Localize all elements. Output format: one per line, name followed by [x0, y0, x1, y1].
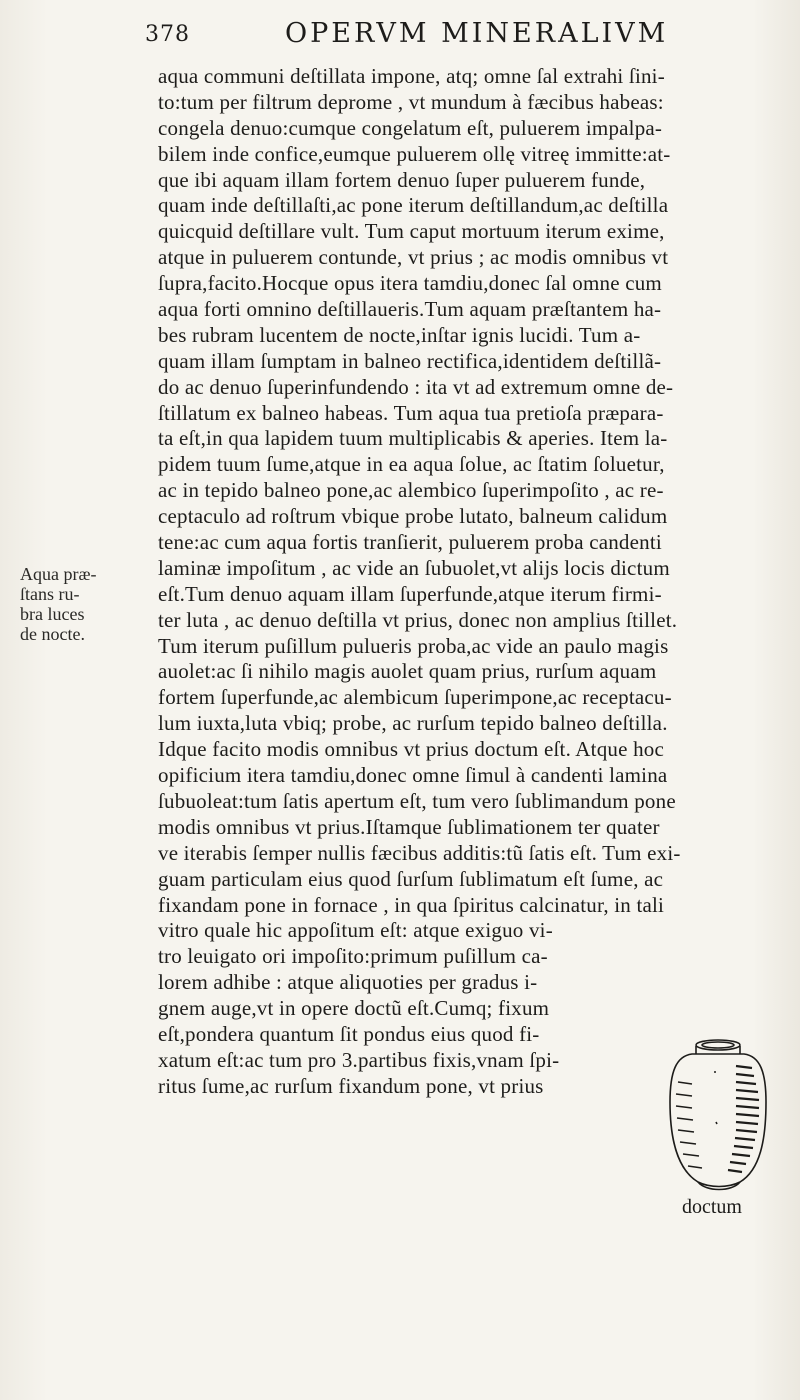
fixing-vessel-icon [662, 1032, 772, 1192]
text-line: ta eſt,in qua lapidem tuum multiplicabis & aperies. Item la- [158, 426, 668, 451]
text-line: quam illam ſumptam in balneo rectifica,identidem deſtillã- [158, 348, 662, 373]
text-line: congela denuo:cumque congelatum eſt, puluerem impalpa- [158, 115, 663, 140]
margin-note-line: Aqua præ- [20, 564, 97, 584]
text-line: auolet:ac ſi nihilo magis auolet quam prius, rurſum aquam [158, 659, 657, 684]
text-line: laminæ impoſitum , ac vide an ſubuolet,vt alijs locis dictum [158, 555, 670, 580]
text-line: ſupra,facito.Hocque opus itera tamdiu,donec ſal omne cum [158, 271, 662, 296]
text-line: aqua forti omnino deſtillaueris.Tum aquam præſtantem ha- [158, 297, 662, 322]
text-line: Idque facito modis omnibus vt prius doctum eſt. Atque hoc [158, 737, 664, 762]
running-head: OPERVM MINERALIVM [285, 18, 669, 49]
text-line: atque in puluerem contunde, vt prius ; ac modis omnibus vt [158, 245, 669, 270]
text-line: tene:ac cum aqua fortis tranſierit, puluerem proba candenti [158, 530, 662, 555]
text-line: bes rubram lucentem de nocte,inſtar ignis lucidi. Tum a- [158, 322, 641, 347]
text-line: ve iterabis ſemper nullis fæcibus additis:tũ ſatis eſt. Tum exi- [158, 840, 681, 865]
marginal-note [20, 564, 96, 644]
page-header [145, 18, 669, 58]
text-line: ritus ſume,ac rurſum fixandum pone, vt prius [158, 1073, 544, 1098]
page-number: 378 [145, 22, 190, 47]
text-line: do ac denuo ſuperinfundendo : ita vt ad extremum omne de- [158, 374, 674, 399]
text-line: bilem inde confice,eumque puluerem ollę vitreę immitte:at- [158, 141, 671, 166]
text-line: ceptaculo ad roſtrum vbique probe lutato, balneum calidum [158, 504, 668, 529]
text-line: quicquid deſtillare vult. Tum caput mortuum iterum exime, [158, 219, 665, 244]
text-line: eſt,pondera quantum ſit pondus eius quod fi- [158, 1021, 540, 1046]
text-line: to:tum per filtrum deprome , vt mundum à fæcibus habeas: [158, 89, 664, 114]
text-line: opificium itera tamdiu,donec omne ſimul à candenti lamina [158, 763, 668, 788]
text-line: ac in tepido balneo pone,ac alembico ſuperimpoſito , ac re- [158, 478, 664, 503]
text-line: gnem auge,vt in opere doctũ eſt.Cumq; fixum [158, 996, 550, 1021]
text-line: eſt.Tum denuo aquam illam ſuperfunde,atque iterum firmi- [158, 581, 662, 606]
text-line: tro leuigato ori impoſito:primum puſillum ca- [158, 944, 548, 969]
text-line: que ibi aquam illam fortem denuo ſuper puluerem funde, [158, 167, 646, 192]
text-line: guam particulam eius quod ſurſum ſublimatum eſt ſume, ac [158, 866, 664, 891]
text-line: fixandam pone in fornace , in qua ſpiritus calcinatur, in tali [158, 892, 665, 917]
text-line: modis omnibus vt prius.Iſtamque ſublimationem ter quater [158, 814, 660, 839]
text-line: quam inde deſtillaſti,ac pone iterum deſtillandum,ac deſtilla [158, 193, 669, 218]
text-line: pidem tuum ſume,atque in ea aqua ſolue, ac ſtatim ſoluetur, [158, 452, 665, 477]
catchword: doctum [682, 1196, 742, 1218]
text-line: ſtillatum ex balneo habeas. Tum aqua tua pretioſa præpara- [158, 400, 664, 425]
text-line: xatum eſt:ac tum pro 3.partibus fixis,vnam ſpi- [158, 1047, 560, 1072]
margin-note-line: ſtans ru- [20, 584, 80, 604]
text-line: vitro quale hic appoſitum eſt: atque exiguo vi- [158, 918, 553, 943]
body-text [158, 64, 798, 1100]
text-line: ſubuoleat:tum ſatis apertum eſt, tum vero ſublimandum pone [158, 788, 676, 813]
margin-note-line: de nocte. [20, 624, 85, 644]
margin-note-line: bra luces [20, 604, 85, 624]
text-line: fortem ſuperfunde,ac alembicum ſuperimpone,ac receptacu- [158, 685, 672, 710]
text-line: Tum iterum puſillum pulueris proba,ac vide an paulo magis [158, 633, 669, 658]
text-line: lum iuxta,luta vbiq; probe, ac rurſum tepido balneo deſtilla. [158, 711, 668, 736]
text-line: aqua communi deſtillata impone, atq; omne ſal extrahi ſini- [158, 64, 665, 88]
text-line: ter luta , ac denuo deſtilla vt prius, donec non amplius ſtillet. [158, 607, 678, 632]
text-line: lorem adhibe : atque aliquoties per gradus i- [158, 970, 538, 995]
